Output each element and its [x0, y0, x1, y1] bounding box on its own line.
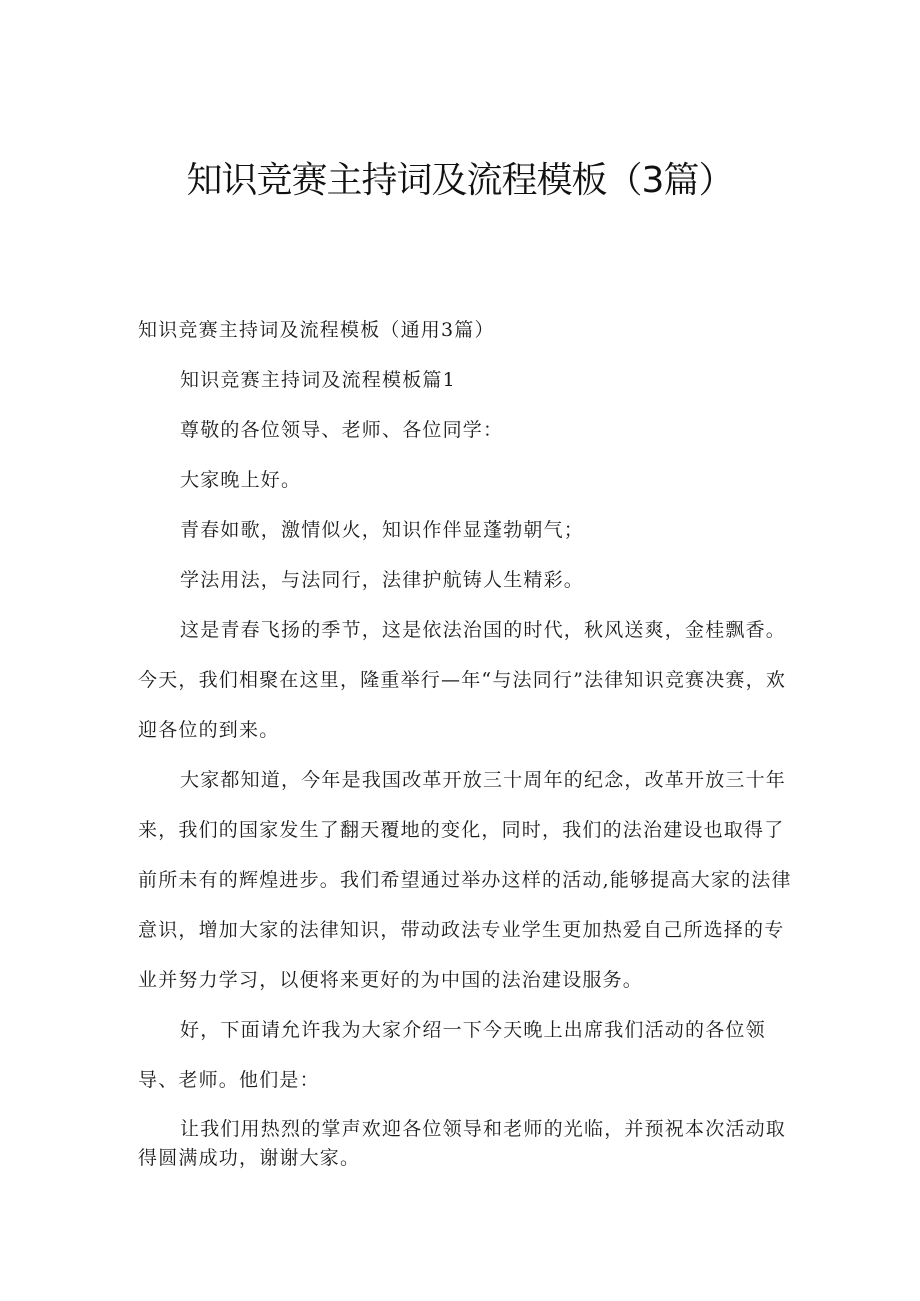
- closing-paragraph: 让我们用热烈的掌声欢迎各位领导和老师的光临，并预祝本次活动取得圆满成功，谢谢大家。: [138, 1118, 787, 1169]
- greeting-paragraph: 尊敬的各位领导、老师、各位同学：: [180, 419, 504, 441]
- section-heading: 知识竞赛主持词及流程模板篇1: [180, 369, 456, 391]
- verse-paragraph: 青春如歌，激情似火，知识作伴显蓬勃朝气；: [180, 519, 585, 541]
- verse-paragraph: 学法用法，与法同行，法律护航铸人生精彩。: [180, 569, 585, 591]
- subtitle-paragraph: 知识竞赛主持词及流程模板（通用3篇）: [138, 319, 495, 341]
- body-paragraph: 大家都知道，今年是我国改革开放三十周年的纪念，改革开放三十年来，我们的国家发生了翻天覆地的变化，同时，我们的法治建设也取得了前所未有的辉煌进步。我们希望通过举办这样的活动,能够提高大家的法律意识，增加大家的法律知识，带动政法专业学生更加热爱自己所选择的专业并努力学习，以便将来更好的为中国的法治建设服务。: [138, 769, 792, 991]
- greeting-paragraph: 大家晚上好。: [180, 469, 302, 491]
- body-paragraph: 好，下面请允许我为大家介绍一下今天晚上出席我们活动的各位领导、老师。他们是：: [138, 1019, 766, 1091]
- body-paragraph: 这是青春飞扬的季节，这是依法治国的时代，秋风送爽，金桂飘香。今天，我们相聚在这里，隆重举行—年“与法同行”法律知识竞赛决赛，欢迎各位的到来。: [138, 619, 787, 741]
- document-body: [138, 305, 803, 1173]
- document-title: 知识竞赛主持词及流程模板（3篇）: [186, 160, 734, 201]
